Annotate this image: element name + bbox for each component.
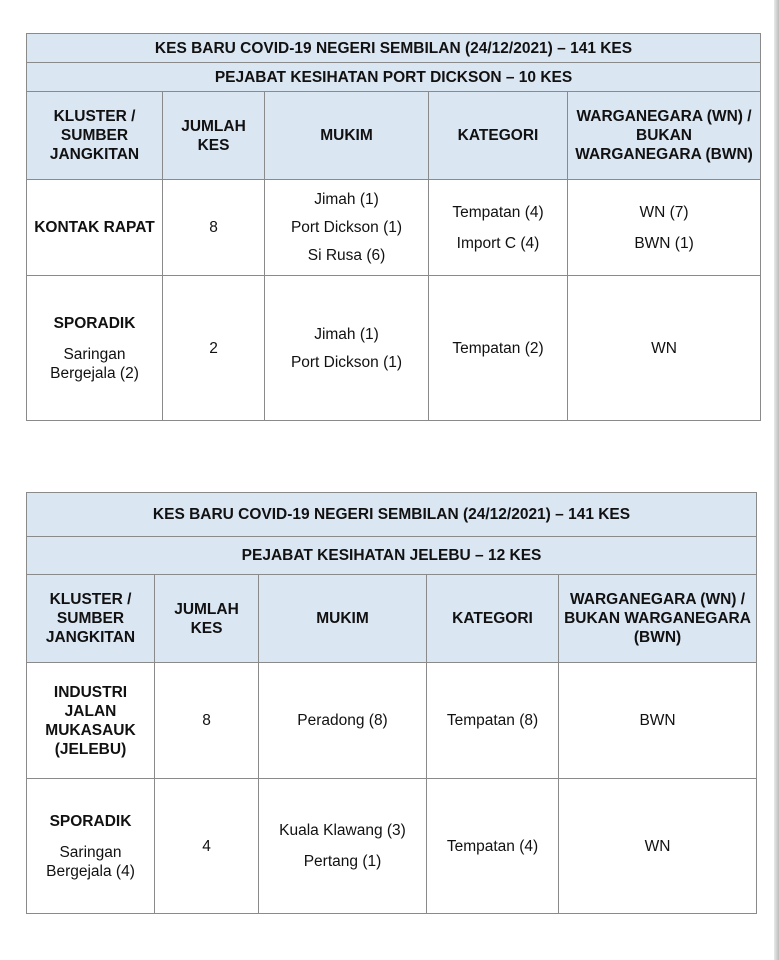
mukim-item: Jimah (1) xyxy=(314,325,379,343)
citizenship-cell: WN xyxy=(559,779,757,914)
cluster-name: SPORADIK xyxy=(49,812,132,830)
mukim-cell: Peradong (8) xyxy=(259,663,427,779)
jelebu-case-table xyxy=(26,492,757,914)
citizenship-cell: BWN xyxy=(559,663,757,779)
mukim-item: Kuala Klawang (3) xyxy=(279,822,406,839)
header-category: KATEGORI xyxy=(427,575,559,663)
table-title: KES BARU COVID-19 NEGERI SEMBILAN (24/12/2021) – 141 KES xyxy=(27,493,757,537)
header-cluster: KLUSTER / SUMBER JANGKITAN xyxy=(27,92,163,180)
category-cell: Tempatan (4) xyxy=(427,779,559,914)
health-office-heading: PEJABAT KESIHATAN JELEBU – 12 KES xyxy=(27,537,757,575)
header-cluster: KLUSTER / SUMBER JANGKITAN xyxy=(27,575,155,663)
citizenship-cell xyxy=(568,180,761,276)
page-edge-shadow xyxy=(774,0,779,960)
mukim-item: Si Rusa (6) xyxy=(307,247,386,264)
citizenship-item: WN (7) xyxy=(639,203,689,221)
cases-cell: 2 xyxy=(163,276,265,421)
cluster-cell xyxy=(27,276,163,421)
cluster-subtext: Saringan Bergejala (2) xyxy=(50,345,139,382)
category-cell xyxy=(429,180,568,276)
table-row xyxy=(27,663,757,779)
cluster-name: SPORADIK xyxy=(53,314,136,332)
cluster-cell xyxy=(27,180,163,276)
mukim-item: Port Dickson (1) xyxy=(290,353,403,371)
category-item: Tempatan (4) xyxy=(452,203,544,221)
mukim-item: Jimah (1) xyxy=(314,191,379,208)
category-cell: Tempatan (2) xyxy=(429,276,568,421)
category-cell: Tempatan (8) xyxy=(427,663,559,779)
cluster-cell xyxy=(27,779,155,914)
header-mukim: MUKIM xyxy=(259,575,427,663)
health-office-heading: PEJABAT KESIHATAN PORT DICKSON – 10 KES xyxy=(27,63,761,92)
header-mukim: MUKIM xyxy=(265,92,429,180)
header-total-cases: JUMLAH KES xyxy=(155,575,259,663)
citizenship-cell: WN xyxy=(568,276,761,421)
cases-cell: 8 xyxy=(163,180,265,276)
table-row xyxy=(27,779,757,914)
cases-cell: 8 xyxy=(155,663,259,779)
mukim-item: Port Dickson (1) xyxy=(290,219,403,236)
cases-cell: 4 xyxy=(155,779,259,914)
citizenship-item: BWN (1) xyxy=(634,234,694,252)
mukim-cell xyxy=(265,180,429,276)
mukim-cell xyxy=(265,276,429,421)
header-citizenship: WARGANEGARA (WN) / BUKAN WARGANEGARA (BWN) xyxy=(568,92,761,180)
header-citizenship: WARGANEGARA (WN) / BUKAN WARGANEGARA (BWN) xyxy=(559,575,757,663)
table-row xyxy=(27,180,761,276)
table-title: KES BARU COVID-19 NEGERI SEMBILAN (24/12/2021) – 141 KES xyxy=(27,34,761,63)
header-total-cases: JUMLAH KES xyxy=(163,92,265,180)
cluster-subtext: Saringan Bergejala (4) xyxy=(46,843,135,880)
table-row xyxy=(27,276,761,421)
cluster-name: INDUSTRI JALAN MUKASAUK (JELEBU) xyxy=(45,683,136,758)
port-dickson-case-table xyxy=(26,33,761,421)
category-item: Import C (4) xyxy=(456,234,540,252)
cluster-name: KONTAK RAPAT xyxy=(34,219,155,236)
header-category: KATEGORI xyxy=(429,92,568,180)
mukim-item: Pertang (1) xyxy=(303,853,382,870)
cluster-cell xyxy=(27,663,155,779)
mukim-cell xyxy=(259,779,427,914)
